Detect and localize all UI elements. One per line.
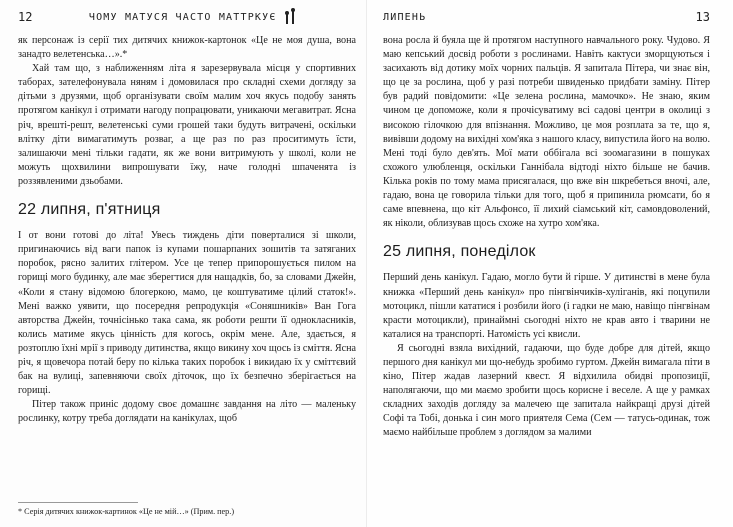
running-title-left-text: ЧОМУ МАТУСЯ ЧАСТО МАТТРКУЄ <box>88 11 277 23</box>
section-heading-left: 22 липня, п'ятниця <box>18 201 161 219</box>
footnote-text: * Серія дитячих книжок-картинок «Це не мій…» (Прим. пер.) <box>18 507 235 516</box>
footnote <box>18 502 235 517</box>
paragraph: як персонаж із серії тих дитячих книжок-картонок «Це не моя душа, вона занадто велетенська…».* <box>18 35 356 61</box>
paragraph: Я сьогодні взяла вихідний, гадаючи, що буде добре для дітей, якщо першого дня канікул ми що-небудь зробимо гуртом. Джейн вимагала піти в кіно, Пітер жадав лазерний квест. Я відхилила обидві пропозиції, наполягаючи, що ми маємо зробити щось корисне і веселе. А ще у рамках складних заходів догляду за малечею ще запитала найкращі друзі дітей Софі та Тобі, донька і син мого приятеля Сема (Сем — татусь-одинак, тож маємо найбільше проблем з доглядом за малими <box>383 342 710 439</box>
left-paragraphs-bottom <box>18 229 356 426</box>
running-title-right: ЛИПЕНЬ <box>383 11 427 23</box>
left-paragraphs-top <box>18 34 356 189</box>
paragraph: Перший день канікул. Гадаю, могло бути й гірше. У дитинстві в мене була книжка «Перший день канікул» про пінгвінчиків-хуліганів, які поцупили мотоцикл, пішли кататися і розбили його (і гадки не маю, навіщо пінгвінам красти мотоцикли), принаймні сьогодні ніхто не крав авто і тварини не каталися на транспорті. Натомість усі квисли. <box>383 272 710 340</box>
right-paragraphs-bottom <box>383 271 710 440</box>
paragraph: вона росла й буяла ще й протягом наступного навчального року. Чудово. Я маю кепський досвід роботи з рослинами. Навіть кактуси зморщуються і засихають від дотику моїх чорних пальців. Я запитала Пітера, чи знає він, що це за рослина, щоб у разі потреби швиденько придбати заміну. Пітер був радий повідомити: «Це зелена рослина, мамочко». Не знаю, яким чином це допоможе, коли я прочісуватиму всі садові центри в околиці з високою гілочкою для впізнання. Можливо, це моя розплата за те, що я, вивівши додому на вихідні хом'яка з нашого класу, випустила його на волю. Мені тоді було дев'ять. Мої мати оббігала всі зоомагазини в пошуках схожого улюбленця, оскільки Ганнібала відтоді ніхто більше не бачив. Кілька років по тому мама присягалася, що вже він шкребеться вночі, але, гадаю, вона це говорила тільки для того, щоб я припинила рюмсати, бо я саме впевнена, що кіт Альфонсо, її лихий сіамський кіт, самовдоволений, як ніколи, облизував щось схоже на хутро хом'яка. <box>383 35 710 230</box>
right-header <box>383 0 710 34</box>
page-number-left: 12 <box>18 10 33 24</box>
figures-icon <box>282 10 300 24</box>
paragraph: Хай там що, з наближенням літа я зарезервувала місця у спортивних таборах, зателефонувала няням і домовилася про складні схеми догляду за дітьми з друзями, щоб організувати своїм малим хоч якусь подобу занять протягом канікул і отримати нагоду попрацювати, уникаючи мегавитрат. Ясна річ, врешті-решт, велетенські суми грошей таки будуть витрачені, оскільки влітку діти вимагатимуть розваг, а ще раз по раз проситимуть їсти, залишаючи мені тільки гадати, як же вони витримують у школі, коли не можуть щохвилини випрошувати їжу, наче голодні шпаченята із роззявленими дзьобами. <box>18 63 356 187</box>
right-page <box>366 0 732 527</box>
paragraph: І от вони готові до літа! Увесь тиждень діти поверталися зі школи, пригинаючись від ваги папок із купами пошарпаних зошитів та затяганих поробок, рясно залитих глітером. Усе це тепер припорошується пилом на горищі мого будинку, але має зберегтися для нащадків, бо, за словами Джейн, «Коли я стану відомою блогеркою, мамо, це коштуватиме цілий статок!». Мені важко уявити, що посередня репродукція «Соняшників» Ван Гога авторства Джейн, точнісінько така сама, як роботи решти її однокласників, колись матиме якусь цінність для когось, окрім мене. Але, здається, я розтоплю їхні мрії з приводу дитинства, якщо викину хоч щось із сміття. Ясна річ, я щовечора потай беру по кілька таких поробок і викидаю їх у сміттєвий бак на вулиці, запевняючи своїх діточок, що їх безпечно зберігається на горищі. <box>18 230 356 397</box>
right-paragraphs-top <box>383 34 710 231</box>
page-number-right: 13 <box>695 10 710 24</box>
section-heading-right: 25 липня, понеділок <box>383 243 536 261</box>
paragraph: Пітер також приніс додому своє домашнє завдання на літо — маленьку рослинку, котру треба доглядати на канікулах, щоб <box>18 399 356 425</box>
running-title-left <box>32 10 356 24</box>
left-body <box>18 34 356 426</box>
left-header <box>18 0 356 34</box>
left-page <box>0 0 366 527</box>
right-body <box>383 34 710 441</box>
